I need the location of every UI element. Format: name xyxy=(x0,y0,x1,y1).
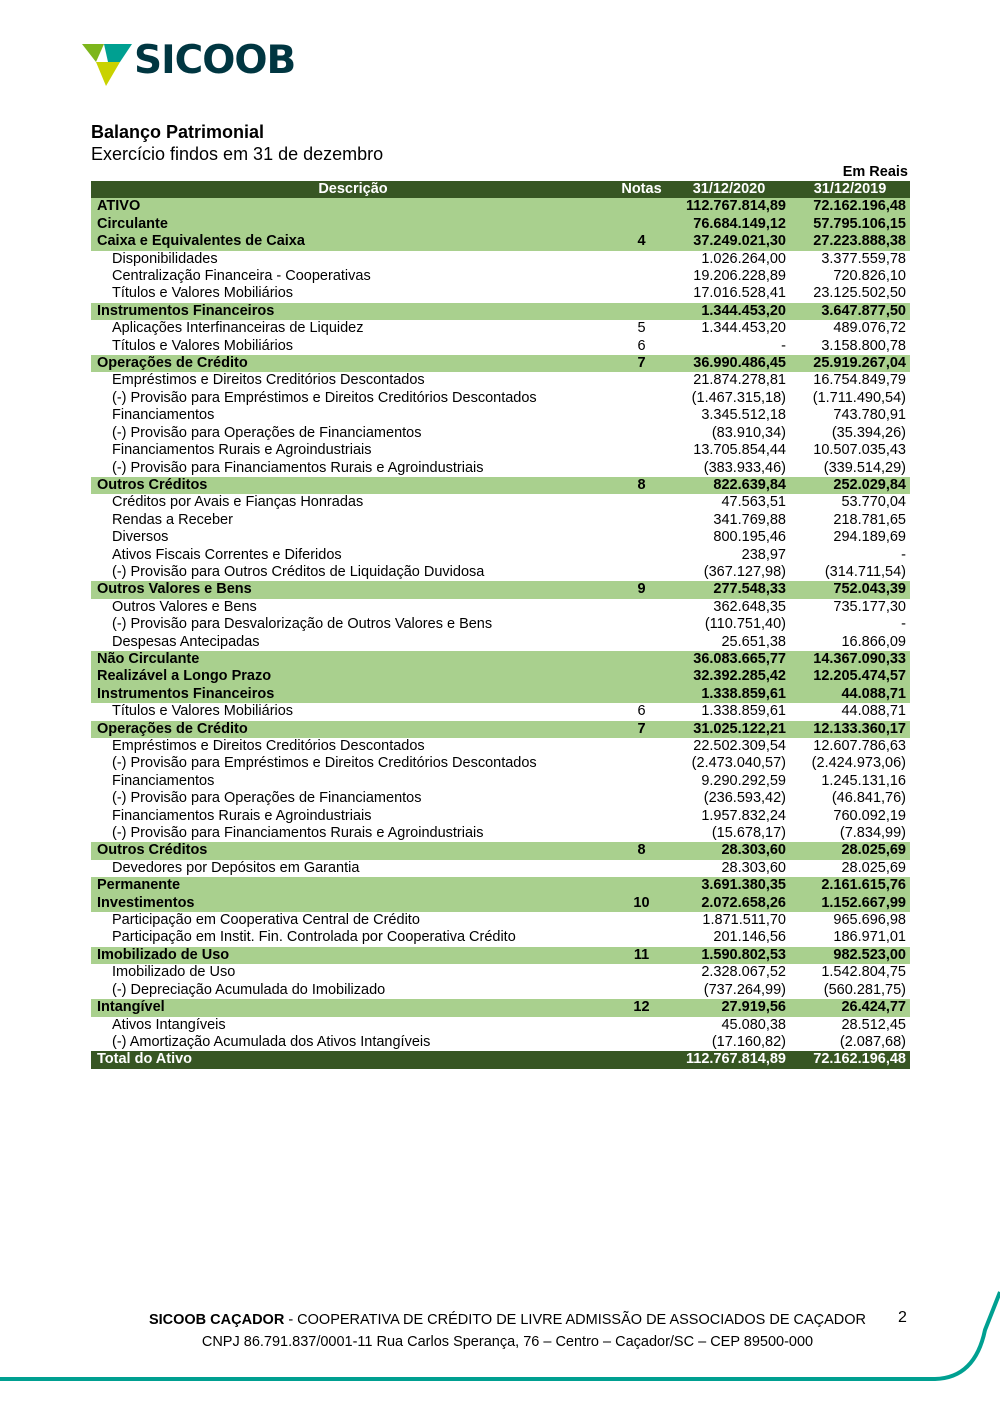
row-notes xyxy=(615,738,668,755)
row-value-2019: 743.780,91 xyxy=(833,407,906,424)
row-description: Instrumentos Financeiros xyxy=(91,303,615,320)
row-description: Outros Valores e Bens xyxy=(112,598,257,615)
row-notes xyxy=(615,912,668,929)
table-row xyxy=(91,425,910,442)
page-number: 2 xyxy=(898,1309,907,1326)
row-description: ATIVO xyxy=(91,198,615,215)
row-value-2019: 218.781,65 xyxy=(833,511,906,528)
row-value-2020: 45.080,38 xyxy=(721,1016,786,1033)
row-value-2020: 3.691.380,35 xyxy=(668,877,790,894)
row-description: Centralização Financeira - Cooperativas xyxy=(112,268,371,285)
row-notes xyxy=(615,616,668,633)
row-value-2019: 1.245.131,16 xyxy=(821,772,906,789)
table-row xyxy=(91,407,910,424)
row-value-2019: 1.542.804,75 xyxy=(821,964,906,981)
row-value-2019: 2.161.615,76 xyxy=(790,877,910,894)
row-value-2020: 32.392.285,42 xyxy=(668,668,790,685)
row-notes xyxy=(615,929,668,946)
table-row xyxy=(91,634,910,651)
row-notes: 6 xyxy=(637,703,646,720)
row-value-2020: 21.874.278,81 xyxy=(693,372,786,389)
section-row xyxy=(91,233,910,250)
row-value-2020: 1.338.859,61 xyxy=(701,703,786,720)
row-description: (-) Provisão para Empréstimos e Direitos Creditórios Descontados xyxy=(112,755,537,772)
row-notes xyxy=(615,529,668,546)
row-value-2020: 22.502.309,54 xyxy=(693,738,786,754)
row-value-2020: 17.016.528,41 xyxy=(693,285,786,302)
row-description: (-) Provisão para Desvalorização de Outros Valores e Bens xyxy=(112,616,493,633)
row-value-2019: 14.367.090,33 xyxy=(790,651,910,668)
row-description: Financiamentos Rurais e Agroindustriais xyxy=(112,442,372,459)
table-row xyxy=(91,268,910,285)
footer-org-line xyxy=(0,1312,1000,1328)
footer-org-name: SICOOB CAÇADOR xyxy=(148,1312,285,1328)
row-value-2020: 13.705.854,44 xyxy=(693,442,786,459)
row-value-2020: - xyxy=(781,337,786,354)
footer-address: CNPJ 86.791.837/0001-11 Rua Carlos Sperança, 76 – Centro – Caçador/SC – CEP 89500-000 xyxy=(201,1334,814,1350)
row-description: (-) Amortização Acumulada dos Ativos Intangíveis xyxy=(112,1033,431,1050)
section-row xyxy=(91,947,910,964)
row-notes xyxy=(615,564,668,581)
row-value-2019: 72.162.196,48 xyxy=(790,1051,910,1068)
logo-text: SICOOB xyxy=(134,38,296,83)
row-value-2020: 47.563,51 xyxy=(721,494,786,511)
row-notes xyxy=(615,825,668,842)
row-value-2020: 1.344.453,20 xyxy=(701,320,786,337)
table-row xyxy=(91,1034,910,1051)
row-notes xyxy=(615,982,668,999)
row-value-2020: 1.590.802,53 xyxy=(668,947,790,964)
row-description: Diversos xyxy=(112,529,169,546)
row-value-2019: (2.087,68) xyxy=(839,1033,906,1050)
row-description: Operações de Crédito xyxy=(91,355,615,372)
row-description: Ativos Fiscais Correntes e Diferidos xyxy=(112,546,342,563)
table-row xyxy=(91,773,910,790)
row-value-2020: 800.195,46 xyxy=(713,529,786,546)
row-description: (-) Provisão para Operações de Financiamentos xyxy=(112,790,422,807)
row-notes xyxy=(615,1017,668,1034)
row-value-2019: 3.377.559,78 xyxy=(821,250,906,267)
row-value-2019: 982.523,00 xyxy=(790,947,910,964)
row-value-2020: 341.769,88 xyxy=(713,511,786,528)
row-notes xyxy=(615,651,668,668)
row-value-2019: 752.043,39 xyxy=(790,581,910,598)
row-value-2019: 12.607.786,63 xyxy=(813,738,906,754)
row-value-2019: 489.076,72 xyxy=(833,320,906,337)
row-description: Caixa e Equivalentes de Caixa xyxy=(91,233,615,250)
row-value-2020: 112.767.814,89 xyxy=(668,1051,790,1068)
row-notes: 6 xyxy=(637,337,646,354)
row-description: Operações de Crédito xyxy=(91,721,615,738)
row-notes xyxy=(615,460,668,477)
section-row xyxy=(91,999,910,1016)
section-row xyxy=(91,895,910,912)
table-row xyxy=(91,285,910,302)
row-value-2020: 37.249.021,30 xyxy=(668,233,790,250)
page-title: Balanço Patrimonial xyxy=(91,122,265,142)
row-notes: 12 xyxy=(615,999,668,1016)
row-value-2019: - xyxy=(901,546,906,563)
row-value-2019: (339.514,29) xyxy=(823,459,906,476)
column-header-notes: Notas xyxy=(615,181,668,198)
row-value-2020: 1.026.264,00 xyxy=(701,250,786,267)
row-notes: 7 xyxy=(615,721,668,738)
table-row xyxy=(91,860,910,877)
row-description: Ativos Intangíveis xyxy=(112,1016,226,1033)
section-row xyxy=(91,355,910,372)
row-value-2020: 76.684.149,12 xyxy=(668,216,790,233)
row-notes xyxy=(615,268,668,285)
row-notes: 10 xyxy=(615,895,668,912)
row-description: Créditos por Avais e Fianças Honradas xyxy=(112,494,364,511)
table-row xyxy=(91,494,910,511)
row-value-2019: 294.189,69 xyxy=(833,529,906,546)
row-value-2020: 1.871.511,70 xyxy=(702,912,786,929)
row-notes xyxy=(615,303,668,320)
row-value-2019: (2.424.973,06) xyxy=(811,755,906,772)
section-row xyxy=(91,651,910,668)
row-notes xyxy=(615,634,668,651)
table-row xyxy=(91,442,910,459)
row-value-2020: 27.919,56 xyxy=(668,999,790,1016)
row-description: Participação em Cooperativa Central de Crédito xyxy=(112,912,420,929)
row-value-2020: (2.473.040,57) xyxy=(691,755,786,772)
table-row xyxy=(91,825,910,842)
table-row xyxy=(91,599,910,616)
row-description: Outros Valores e Bens xyxy=(91,581,615,598)
row-value-2020: 28.303,60 xyxy=(668,842,790,859)
table-row xyxy=(91,703,910,720)
table-row xyxy=(91,616,910,633)
column-header-description: Descrição xyxy=(91,181,615,198)
row-notes xyxy=(615,686,668,703)
section-row xyxy=(91,686,910,703)
row-value-2019: 735.177,30 xyxy=(833,598,906,615)
balance-sheet-table xyxy=(91,181,910,1069)
row-notes xyxy=(615,755,668,772)
row-notes xyxy=(615,808,668,825)
row-description: Participação em Instit. Fin. Controlada por Cooperativa Crédito xyxy=(112,929,516,946)
column-header-2019: 31/12/2019 xyxy=(790,181,910,198)
table-row xyxy=(91,738,910,755)
table-row xyxy=(91,755,910,772)
row-value-2019: 12.205.474,57 xyxy=(790,668,910,685)
row-value-2019: 16.754.849,79 xyxy=(813,372,906,389)
row-notes xyxy=(615,216,668,233)
row-value-2020: (110.751,40) xyxy=(704,616,786,633)
row-description: Financiamentos Rurais e Agroindustriais xyxy=(112,807,372,824)
row-description: Realizável a Longo Prazo xyxy=(91,668,615,685)
row-notes: 8 xyxy=(615,842,668,859)
row-value-2019: (46.841,76) xyxy=(831,790,906,807)
row-value-2019: 720.826,10 xyxy=(833,268,906,285)
row-value-2020: (236.593,42) xyxy=(703,790,786,807)
table-row xyxy=(91,982,910,999)
row-notes xyxy=(615,442,668,459)
row-value-2019: 26.424,77 xyxy=(790,999,910,1016)
row-notes xyxy=(615,251,668,268)
row-value-2019: (560.281,75) xyxy=(823,981,906,998)
row-value-2019: (7.834,99) xyxy=(839,825,906,842)
row-description: Empréstimos e Direitos Creditórios Descontados xyxy=(112,372,425,389)
row-value-2020: (83.910,34) xyxy=(711,424,786,441)
row-description: Despesas Antecipadas xyxy=(112,633,260,650)
row-description: (-) Provisão para Financiamentos Rurais e Agroindustriais xyxy=(112,459,484,476)
row-value-2019: 16.866,09 xyxy=(841,633,906,650)
row-description: Títulos e Valores Mobiliários xyxy=(112,285,294,302)
currency-unit: Em Reais xyxy=(842,164,908,180)
row-value-2020: 31.025.122,21 xyxy=(668,721,790,738)
row-value-2020: 1.344.453,20 xyxy=(668,303,790,320)
row-description: (-) Provisão para Financiamentos Rurais e Agroindustriais xyxy=(112,825,484,842)
row-notes: 9 xyxy=(615,581,668,598)
row-description: (-) Depreciação Acumulada do Imobilizado xyxy=(112,981,386,998)
row-value-2020: (367.127,98) xyxy=(703,563,786,580)
row-value-2020: 2.072.658,26 xyxy=(668,895,790,912)
row-value-2020: 2.328.067,52 xyxy=(701,964,786,981)
row-value-2019: 3.647.877,50 xyxy=(790,303,910,320)
table-row xyxy=(91,547,910,564)
row-value-2020: 9.290.292,59 xyxy=(701,772,786,789)
column-header-2020: 31/12/2020 xyxy=(668,181,790,198)
row-value-2019: 28.512,45 xyxy=(841,1016,906,1033)
table-row xyxy=(91,790,910,807)
table-row xyxy=(91,372,910,389)
row-value-2019: 57.795.106,15 xyxy=(790,216,910,233)
table-row xyxy=(91,1017,910,1034)
row-description: Intangível xyxy=(91,999,615,1016)
row-notes xyxy=(615,964,668,981)
row-value-2019: 27.223.888,38 xyxy=(790,233,910,250)
row-description: Títulos e Valores Mobiliários xyxy=(112,703,294,720)
row-description: Outros Créditos xyxy=(91,842,615,859)
row-value-2019: - xyxy=(901,616,906,633)
row-description: Imobilizado de Uso xyxy=(91,947,615,964)
row-value-2019: 3.158.800,78 xyxy=(821,337,906,354)
row-value-2020: (737.264,99) xyxy=(703,981,786,998)
row-value-2020: 1.957.832,24 xyxy=(701,807,786,824)
row-description: (-) Provisão para Empréstimos e Direitos Creditórios Descontados xyxy=(112,389,537,406)
row-notes xyxy=(615,372,668,389)
table-row xyxy=(91,808,910,825)
row-description: Devedores por Depósitos em Garantia xyxy=(112,859,360,876)
row-description: Títulos e Valores Mobiliários xyxy=(112,337,294,354)
row-description: Empréstimos e Direitos Creditórios Descontados xyxy=(112,738,425,754)
row-notes xyxy=(615,1051,668,1068)
section-row xyxy=(91,581,910,598)
row-description: Investimentos xyxy=(91,895,615,912)
row-notes xyxy=(615,1034,668,1051)
row-value-2020: (1.467.315,18) xyxy=(691,389,786,406)
row-notes xyxy=(615,494,668,511)
row-value-2020: 1.338.859,61 xyxy=(668,686,790,703)
table-row xyxy=(91,338,910,355)
row-notes xyxy=(615,425,668,442)
row-notes xyxy=(615,390,668,407)
section-row xyxy=(91,842,910,859)
section-row xyxy=(91,198,910,215)
row-value-2020: 19.206.228,89 xyxy=(693,268,786,285)
row-value-2019: 25.919.267,04 xyxy=(790,355,910,372)
row-value-2020: (17.160,82) xyxy=(711,1033,786,1050)
row-value-2019: 965.696,98 xyxy=(833,912,906,929)
table-row xyxy=(91,460,910,477)
table-row xyxy=(91,912,910,929)
row-value-2019: 186.971,01 xyxy=(833,929,906,946)
total-row xyxy=(91,1051,910,1068)
row-notes xyxy=(615,407,668,424)
row-value-2020: 36.990.486,45 xyxy=(668,355,790,372)
row-notes xyxy=(615,790,668,807)
row-value-2019: 1.152.667,99 xyxy=(790,895,910,912)
row-value-2020: (15.678,17) xyxy=(711,825,786,842)
table-row xyxy=(91,251,910,268)
row-description: Total do Ativo xyxy=(91,1051,615,1068)
row-notes xyxy=(615,198,668,215)
row-value-2020: 112.767.814,89 xyxy=(668,198,790,215)
row-notes xyxy=(615,668,668,685)
row-value-2020: 36.083.665,77 xyxy=(668,651,790,668)
row-notes: 8 xyxy=(615,477,668,494)
row-notes xyxy=(615,547,668,564)
row-value-2020: 25.651,38 xyxy=(721,633,786,650)
row-description: Circulante xyxy=(91,216,615,233)
row-description: Permanente xyxy=(91,877,615,894)
row-description: Não Circulante xyxy=(91,651,615,668)
row-value-2019: 12.133.360,17 xyxy=(790,721,910,738)
row-value-2020: 238,97 xyxy=(741,546,786,563)
row-value-2020: 3.345.512,18 xyxy=(701,407,786,424)
row-notes xyxy=(615,773,668,790)
row-description: Disponibilidades xyxy=(112,250,218,267)
section-row xyxy=(91,303,910,320)
row-description: Financiamentos xyxy=(112,407,215,424)
row-description: Outros Créditos xyxy=(91,477,615,494)
row-description: Instrumentos Financeiros xyxy=(91,686,615,703)
row-value-2019: 252.029,84 xyxy=(790,477,910,494)
row-notes: 7 xyxy=(615,355,668,372)
page-subtitle: Exercício findos em 31 de dezembro xyxy=(91,144,384,164)
row-value-2019: 10.507.035,43 xyxy=(813,442,906,459)
row-notes xyxy=(615,599,668,616)
sicoob-logo-icon xyxy=(82,42,134,88)
table-header xyxy=(91,181,910,198)
row-value-2019: 53.770,04 xyxy=(841,494,906,511)
section-row xyxy=(91,877,910,894)
row-notes: 11 xyxy=(615,947,668,964)
table-row xyxy=(91,512,910,529)
row-notes: 5 xyxy=(637,320,646,337)
row-value-2020: 822.639,84 xyxy=(668,477,790,494)
section-row xyxy=(91,721,910,738)
section-row xyxy=(91,477,910,494)
row-description: Rendas a Receber xyxy=(112,511,233,528)
row-value-2020: 362.648,35 xyxy=(713,598,786,615)
row-description: (-) Provisão para Operações de Financiamentos xyxy=(112,424,422,441)
row-value-2019: (314.711,54) xyxy=(824,563,906,580)
row-value-2019: 44.088,71 xyxy=(790,686,910,703)
row-value-2020: 201.146,56 xyxy=(713,929,786,946)
row-value-2019: 44.088,71 xyxy=(841,703,906,720)
row-description: (-) Provisão para Outros Créditos de Liquidação Duvidosa xyxy=(112,563,485,580)
row-value-2019: (1.711.490,54) xyxy=(812,389,906,406)
table-row xyxy=(91,529,910,546)
row-notes: 4 xyxy=(615,233,668,250)
row-value-2020: (383.933,46) xyxy=(703,459,786,476)
row-description: Aplicações Interfinanceiras de Liquidez xyxy=(112,320,364,337)
row-value-2020: 277.548,33 xyxy=(668,581,790,598)
table-row xyxy=(91,929,910,946)
row-notes xyxy=(615,860,668,877)
row-value-2020: 28.303,60 xyxy=(721,859,786,876)
table-row xyxy=(91,964,910,981)
row-value-2019: (35.394,26) xyxy=(831,424,906,441)
section-row xyxy=(91,216,910,233)
row-value-2019: 23.125.502,50 xyxy=(813,285,906,302)
table-row xyxy=(91,564,910,581)
footer-org-desc: - COOPERATIVA DE CRÉDITO DE LIVRE ADMISSÃO DE ASSOCIADOS DE CAÇADOR xyxy=(284,1312,867,1328)
row-value-2019: 72.162.196,48 xyxy=(790,198,910,215)
table-row xyxy=(91,390,910,407)
row-description: Imobilizado de Uso xyxy=(112,964,236,981)
section-row xyxy=(91,668,910,685)
row-value-2019: 28.025,69 xyxy=(790,842,910,859)
row-notes xyxy=(615,512,668,529)
table-row xyxy=(91,320,910,337)
row-notes xyxy=(615,877,668,894)
row-description: Financiamentos xyxy=(112,772,215,789)
row-value-2019: 760.092,19 xyxy=(833,807,906,824)
sicoob-logo xyxy=(82,38,296,90)
row-notes xyxy=(615,285,668,302)
row-value-2019: 28.025,69 xyxy=(841,859,906,876)
